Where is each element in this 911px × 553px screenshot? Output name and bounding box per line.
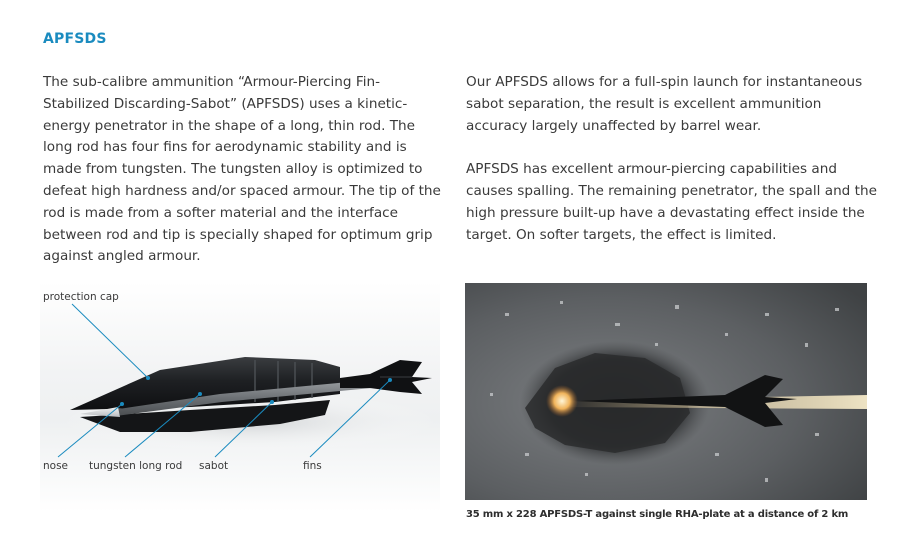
left-paragraph: The sub-calibre ammunition “Armour-Piercing Fin-Stabilized Discarding-Sabot” (APFSDS) uses a kinetic-energy penetrator in the shape of a long, thin rod. The long rod has four fins for aerodynamic stability and is made from tungsten. The tungsten alloy is optimized to defeat high hardness and/or spaced armour. The tip of the rod is made from a softer material and the interface between rod and tip is specially shaped for optimum grip against angled armour. [43,74,441,265]
leader-protection-cap [72,304,148,378]
label-nose: nose [43,460,69,472]
label-fins: fins [303,460,322,472]
projectile-illustration [40,282,440,512]
leader-dot [198,392,202,396]
impact-photo [465,283,867,500]
impact-flash [546,385,578,417]
projectile-diagram [40,282,440,512]
left-text-column [43,72,445,268]
section-heading: APFSDS [43,31,107,47]
leader-dot [120,402,124,406]
label-sabot: sabot [199,460,229,472]
label-protection-cap: protection cap [43,291,119,303]
impact-photo-illustration [465,283,867,500]
photo-caption: 35 mm x 228 APFSDS-T against single RHA-plate at a distance of 2 km [466,509,849,520]
right-paragraph-2: APFSDS has excellent armour-piercing capabilities and causes spalling. The remaining penetrator, the spall and the high pressure built-up have a devastating effect inside the target. On softer targets, the effect is limited. [466,161,877,243]
leader-dot [270,400,274,404]
label-tungsten-long-rod: tungsten long rod [89,460,183,472]
right-text-column [466,72,886,246]
leader-dot [146,376,150,380]
right-paragraph-1: Our APFSDS allows for a full-spin launch for instantaneous sabot separation, the result is excellent ammunition accuracy largely unaffected by barrel wear. [466,74,863,134]
leader-dot [388,378,392,382]
